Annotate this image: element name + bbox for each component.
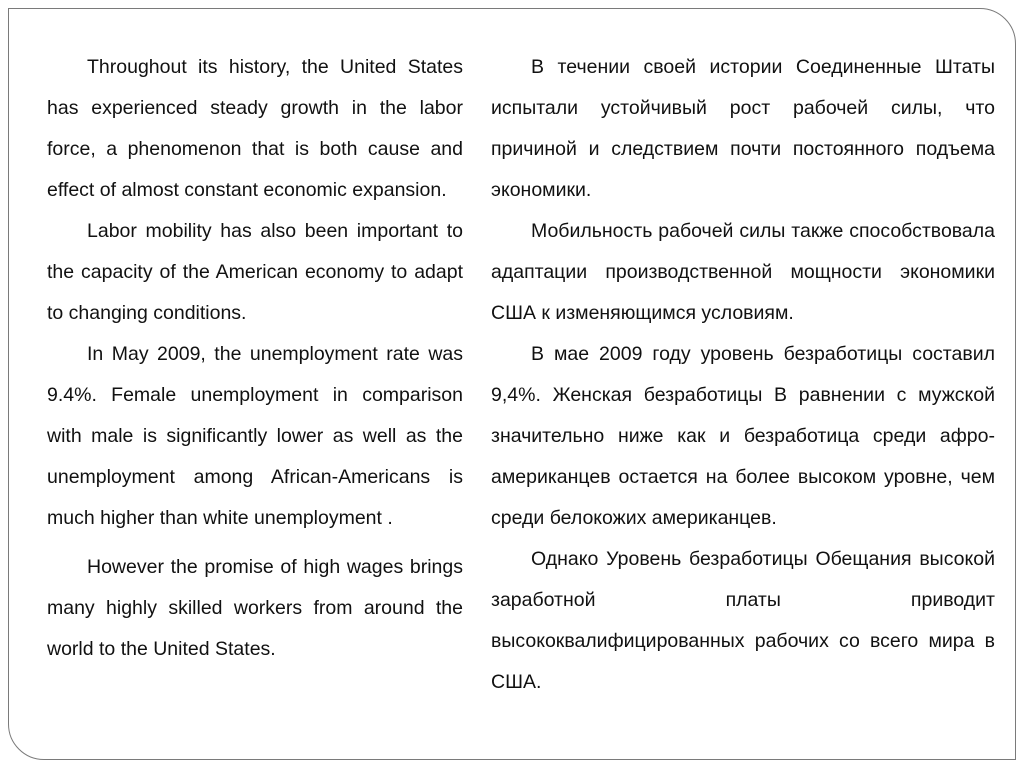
russian-paragraph-labor-mobility: Мобильность рабочей силы также способствовала адаптации производственной мощности экономики США к изменяющимся условиям. [491,220,995,324]
english-text-column [47,47,463,670]
english-paragraph-labor-mobility: Labor mobility has also been important to the capacity of the American economy to adapt to changing conditions. [47,220,463,324]
russian-paragraph-high-wages: Однако Уровень безработицы Обещания высокой заработной платы приводит высококвалифицированных рабочих со всего мира в США. [491,548,995,693]
english-paragraph-labor-growth: Throughout its history, the United States has experienced steady growth in the labor force, a phenomenon that is both cause and effect of almost constant economic expansion. [47,56,463,201]
russian-paragraph-unemployment: В мае 2009 году уровень безработицы составил 9,4%. Женская безработицы В равнении с мужской значительно ниже как и безработица среди афро-американцев остается на более высоком уровне, чем среди белокожих американцев. [491,343,995,529]
slide-frame [8,8,1016,760]
russian-text-column [491,47,995,703]
english-paragraph-high-wages: However the promise of high wages brings many highly skilled workers from around the world to the United States. [47,556,463,660]
russian-paragraph-labor-growth: В течении своей истории Соединенные Штаты испытали устойчивый рост рабочей силы, что причиной и следствием почти постоянного подъема экономики. [491,56,995,201]
english-paragraph-unemployment: In May 2009, the unemployment rate was 9.4%. Female unemployment in comparison with male is significantly lower as well as the unemployment among African-Americans is much higher than white unemployment . [47,343,463,529]
